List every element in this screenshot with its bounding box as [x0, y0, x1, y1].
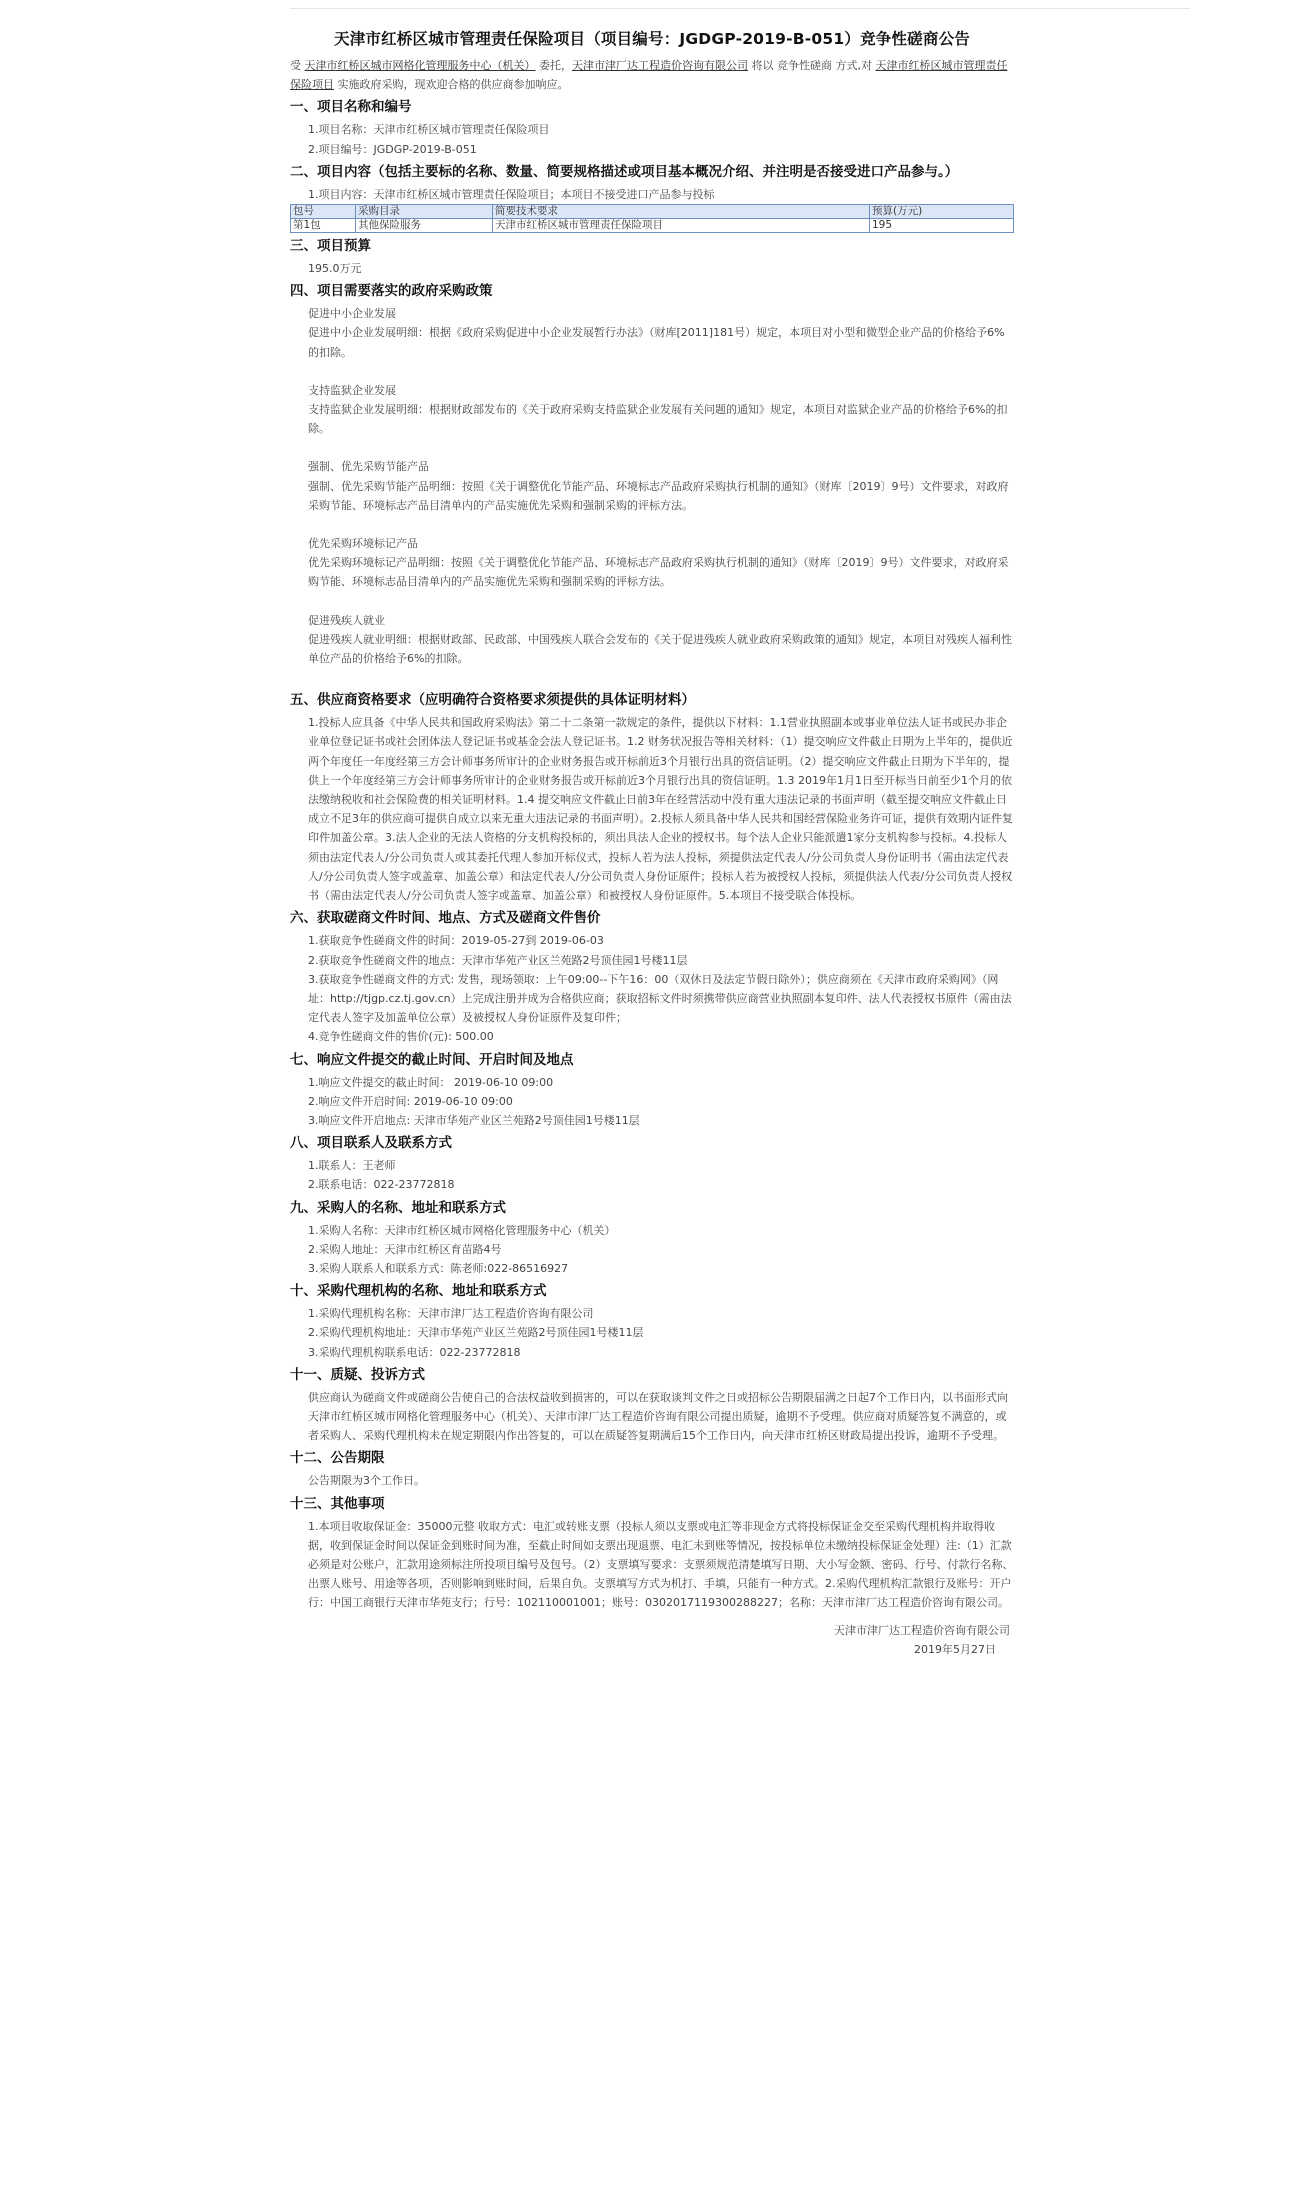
policy-energy-title: 强制、优先采购节能产品 [308, 460, 429, 474]
doc-place-line: 2.获取竞争性磋商文件的地点：天津市华苑产业区兰苑路2号顶佳园1号楼11层 [308, 953, 688, 967]
signature-date: 2019年5月27日 [914, 1642, 996, 1656]
col-catalog: 采购目录 [356, 205, 493, 219]
agency-address-line: 2.采购代理机构地址：天津市华苑产业区兰苑路2号顶佳园1号楼11层 [308, 1326, 644, 1340]
section-2-heading: 二、项目内容（包括主要标的名称、数量、简要规格描述或项目基本概况介绍、并注明是否接受进口产品参与。） [290, 163, 959, 180]
complaint-body: 供应商认为磋商文件或磋商公告使自己的合法权益收到损害的，可以在获取谈判文件之日或招标公告期限届满之日起7个工作日内，以书面形式向 天津市红桥区城市网格化管理服务中心（机关）、天津市津厂达工程造价咨询有限公司提出质疑，逾期不予受理。供应商对质疑答复不满意的，或者采购人、采购代理机构未在规定期限内作出答复的，可以在质疑答复期满后15个工作日内，向天津市红桥区财政局提出投诉，逾期不予受理。 [308, 1390, 1008, 1443]
purchaser-name-line: 1.采购人名称：天津市红桥区城市网格化管理服务中心（机关） [308, 1223, 616, 1237]
announcement-document [290, 28, 1014, 1659]
section-11-heading: 十一、质疑、投诉方式 [290, 1366, 425, 1383]
purchaser-address-line: 2.采购人地址：天津市红桥区育苗路4号 [308, 1242, 502, 1256]
intro-text-2: 委托， [535, 59, 572, 72]
col-requirements: 简要技术要求 [493, 205, 870, 219]
col-package: 包号 [291, 205, 356, 219]
purchaser-contact-line: 3.采购人联系人和联系方式：陈老师:022-86516927 [308, 1261, 569, 1275]
intro-text-4: 实施政府采购，现欢迎合格的供应商参加响应。 [334, 78, 569, 92]
policy-energy-body: 强制、优先采购节能产品明细：按照《关于调整优化节能产品、环境标志产品政府采购执行机制的通知》（财库〔2019〕9号）文件要求，对政府采购节能、环境标志产品目清单内的产品实施优先采购和强制采购的评标方法。 [308, 479, 1009, 512]
top-divider [290, 8, 1190, 9]
deadline-line: 1.响应文件提交的截止时间： 2019-06-10 09:00 [308, 1075, 554, 1089]
purchaser-link[interactable]: 天津市红桥区城市网格化管理服务中心（机关） [304, 59, 536, 72]
agency-name-line: 1.采购代理机构名称：天津市津厂达工程造价咨询有限公司 [308, 1307, 594, 1321]
section-7-heading: 七、响应文件提交的截止时间、开启时间及地点 [290, 1051, 574, 1068]
opening-place-line: 3.响应文件开启地点: 天津市华苑产业区兰苑路2号顶佳园1号楼11层 [308, 1113, 640, 1127]
agency-link[interactable]: 天津市津厂达工程造价咨询有限公司 [572, 59, 748, 72]
agency-phone-line: 3.采购代理机构联系电话：022-23772818 [308, 1345, 521, 1359]
project-code-line: 2.项目编号：JGDGP-2019-B-051 [308, 142, 477, 156]
section-6-heading: 六、获取磋商文件时间、地点、方式及磋商文件售价 [290, 910, 601, 927]
doc-method-line: 3.获取竞争性磋商文件的方式: 发售，现场领取：上午09:00--下午16：00（双休日及法定节假日除外）；供应商须在《天津市政府采购网》（网址：http://tjgp.cz.tj.gov.cn）上完成注册并成为合格供应商；获取招标文件时须携带供应商营业执照副本复印件、法人代表授权书原件（需由法定代表人签字及加盖单位公章）及被授权人身份证原件及复印件； [308, 972, 1012, 1025]
col-budget: 预算(万元) [870, 205, 1014, 219]
project-link[interactable]: 天津市红桥区城市管理责任保险项目 [290, 59, 1008, 92]
section-5-heading: 五、供应商资格要求（应明确符合资格要求须提供的具体证明材料） [290, 692, 695, 709]
table-header-row [291, 205, 1014, 219]
table-row [291, 219, 1014, 233]
policy-env-title: 优先采购环境标记产品 [308, 537, 418, 551]
cell-requirements: 天津市红桥区城市管理责任保险项目 [493, 219, 870, 233]
cell-catalog: 其他保险服务 [356, 219, 493, 233]
doc-price-line: 4.竞争性磋商文件的售价(元): 500.00 [308, 1030, 494, 1044]
section-9-heading: 九、采购人的名称、地址和联系方式 [290, 1199, 506, 1216]
doc-time-line: 1.获取竞争性磋商文件的时间：2019-05-27到 2019-06-03 [308, 934, 604, 948]
project-name-line: 1.项目名称：天津市红桥区城市管理责任保险项目 [308, 123, 550, 137]
intro-paragraph [290, 56, 1014, 94]
opening-time-line: 2.响应文件开启时间: 2019-06-10 09:00 [308, 1094, 513, 1108]
section-1-heading: 一、项目名称和编号 [290, 99, 412, 116]
signature-company: 天津市津厂达工程造价咨询有限公司 [834, 1623, 1010, 1637]
notice-period-line: 公告期限为3个工作日。 [308, 1474, 425, 1488]
project-content-line: 1.项目内容：天津市红桥区城市管理责任保险项目；本项目不接受进口产品参与投标 [308, 187, 715, 201]
policy-prison-title: 支持监狱企业发展 [308, 383, 396, 397]
budget-line: 195.0万元 [308, 262, 362, 276]
section-13-heading: 十三、其他事项 [290, 1495, 385, 1512]
other-matters-body: 1.本项目收取保证金：35000元整 收取方式：电汇或转账支票（投标人须以支票或电汇等非现金方式将投标保证金交至采购代理机构并取得收据，收到保证金时间以保证金到账时间为准，至截止时间如支票出现退票、电汇未到账等情况，按投标单位未缴纳投标保证金处理）注:（1）汇款必须是对公账户，汇款用途须标注所投项目编号及包号。（2）支票填写要求：支票须规范清楚填写日期、大小写金额、密码、行号、付款行名称、出票人账号、用途等各项，否则影响到账时间，后果自负。支票填写方式为机打、手填，只能有一种方式。2.采购代理机构汇款银行及账号：开户行：中国工商银行天津市华苑支行；行号：102110001001；账号：0302017119300288227；名称：天津市津厂达工程造价咨询有限公司。 [308, 1519, 1014, 1610]
document-title: 天津市红桥区城市管理责任保险项目（项目编号：JGDGP-2019-B-051）竞争性磋商公告 [334, 30, 970, 48]
section-3-heading: 三、项目预算 [290, 238, 371, 255]
contact-phone-line: 2.联系电话：022-23772818 [308, 1178, 455, 1192]
section-12-heading: 十二、公告期限 [290, 1450, 385, 1467]
cell-budget: 195 [870, 219, 1014, 233]
package-table [290, 204, 1014, 233]
policy-env-body: 优先采购环境标记产品明细：按照《关于调整优化节能产品、环境标志产品政府采购执行机制的通知》（财库〔2019〕9号）文件要求，对政府采购节能、环境标志品目清单内的产品实施优先采购和强制采购的评标方法。 [308, 556, 1009, 589]
policy-prison-body: 支持监狱企业发展明细：根据财政部发布的《关于政府采购支持监狱企业发展有关问题的通知》规定，本项目对监狱企业产品的价格给予6%的扣除。 [308, 403, 1008, 436]
policy-sme-title: 促进中小企业发展 [308, 307, 396, 321]
cell-package: 第1包 [291, 219, 356, 233]
intro-text-1: 受 [290, 59, 305, 72]
intro-text-3: 将以 竞争性磋商 方式,对 [748, 59, 876, 72]
policy-disabled-body: 促进残疾人就业明细：根据财政部、民政部、中国残疾人联合会发布的《关于促进残疾人就业政府采购政策的通知》规定，本项目对残疾人福利性单位产品的价格给予6%的扣除。 [308, 632, 1012, 666]
policy-disabled-title: 促进残疾人就业 [308, 613, 385, 627]
section-10-heading: 十、采购代理机构的名称、地址和联系方式 [290, 1283, 547, 1300]
section-8-heading: 八、项目联系人及联系方式 [290, 1135, 452, 1152]
section-4-heading: 四、项目需要落实的政府采购政策 [290, 283, 493, 300]
qualification-body: 1.投标人应具备《中华人民共和国政府采购法》第二十二条第一款规定的条件，提供以下材料：1.1营业执照副本或事业单位法人证书或民办非企业单位登记证书或社会团体法人登记证书或基金会法人登记证书。1.2 财务状况报告等相关材料：（1）提交响应文件截止日期为上半年的，提供近两个年度任一年度经第三方会计师事务所审计的企业财务报告或开标前近3个月银行出具的资信证明。（2）提交响应文件截止日期为下半年的，提供上一个年度经第三方会计师事务所审计的企业财务报告或开标前近3个月银行出具的资信证明。1.3 2019年1月1日至开标当日前至少1个月的依法缴纳税收和社会保险费的相关证明材料。1.4 提交响应文件截止日前3年在经营活动中没有重大违法记录的书面声明（截至提交响应文件截止日成立不足3年的供应商可提供自成立以来无重大违法记录的书面声明）。2.投标人须具备中华人民共和国经营保险业务许可证，提供有效期内证件复印件加盖公章。3.法人企业的无法人资格的分支机构投标的，须出具法人企业的授权书。每个法人企业只能派遣1家分支机构参与投标。4.投标人须由法定代表人/分公司负责人或其委托代理人参加开标仪式，投标人若为法人投标，须提供法定代表人/分公司负责人身份证明书（需由法定代表人/分公司负责人签字或盖章、加盖公章）和法定代表人/分公司负责人身份证原件；投标人若为被授权人投标，须提供法人代表/分公司负责人授权书（需由法定代表人/分公司负责人签字或盖章、加盖公章）和被授权人身份证原件。5.本项目不接受联合体投标。 [308, 716, 1013, 903]
policy-sme-body: 促进中小企业发展明细：根据《政府采购促进中小企业发展暂行办法》（财库[2011]181号）规定，本项目对小型和微型企业产品的价格给予6%的扣除。 [308, 326, 1005, 359]
contact-person-line: 1.联系人：王老师 [308, 1159, 396, 1173]
